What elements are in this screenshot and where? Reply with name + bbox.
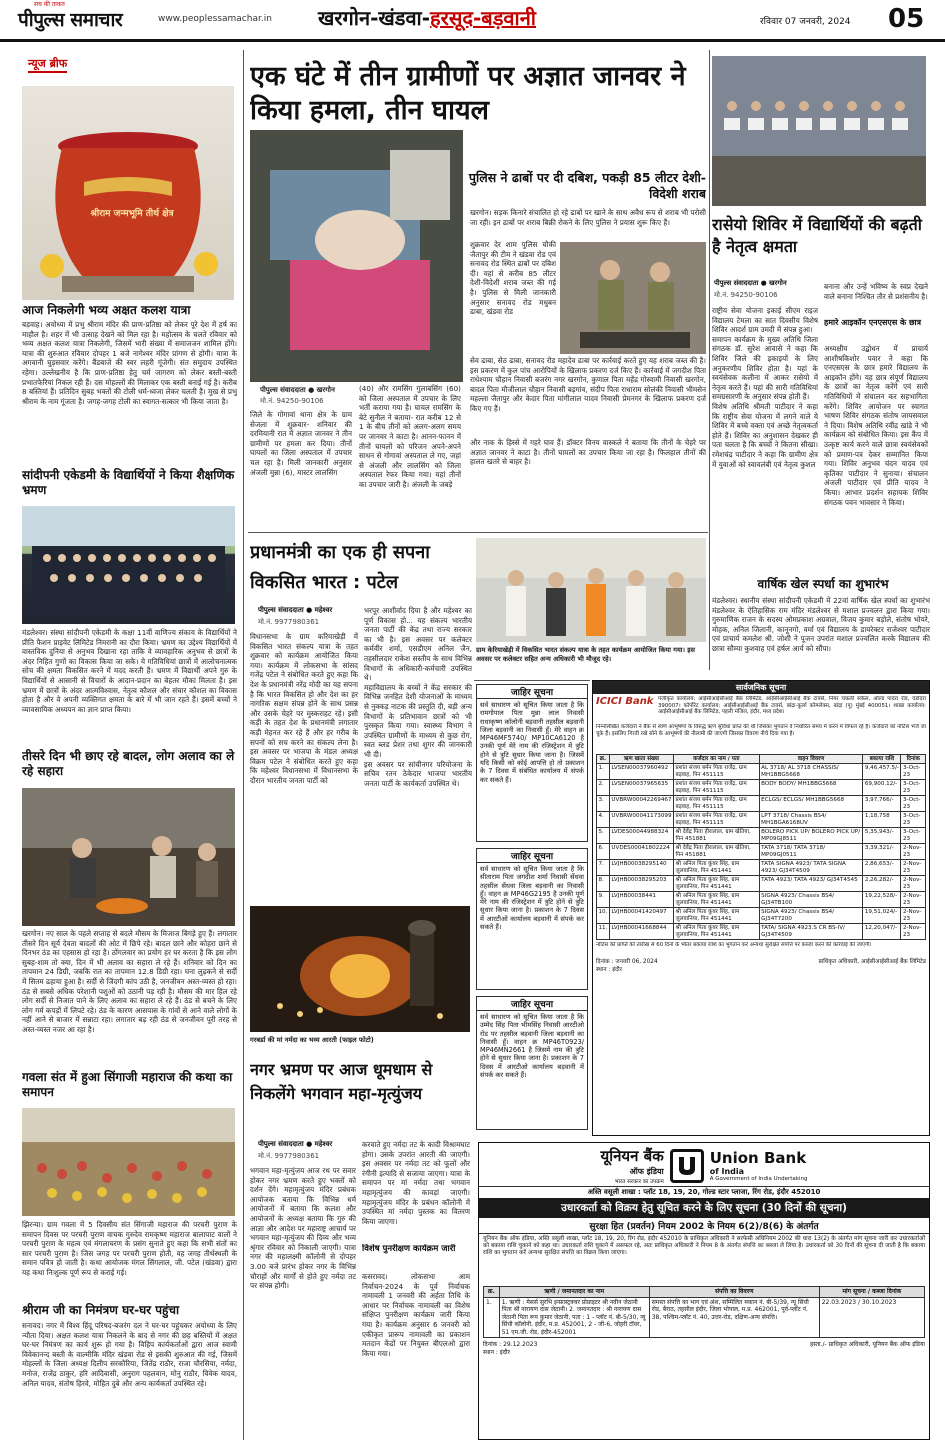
icici-col-header: बकाया राशि xyxy=(863,755,901,764)
jahir-title-1: जाहिर सूचना xyxy=(477,685,587,699)
website-link[interactable]: www.peoplessamachar.in xyxy=(158,14,272,24)
logo-tagline: सच की ताकत xyxy=(34,1,65,8)
table-cell: 19,51,024/- xyxy=(863,908,901,924)
jahir-notice-3 xyxy=(476,996,588,1130)
brief1-body: बड़वाह। अयोध्या में प्रभु श्रीराम मंदिर की प्राण-प्रतिष्ठा को लेकर पूरे देश में हर्ष का माहौल है। शहर में भी उत्साह देखने को मिल रहा है। महोत्सव के चलते रविवार को भव्य अक्षत कलश यात्रा निकलेगी, जिसमें भारी संख्या में समाजजन शामिल होंगे। यात्रा की शुरुआत रविवार दोपहर 1 बजे नागेश्वर मंदिर प्रांगण से होगी। यात्रा के अगवानी घुड़सवार करेंगे। बैंडबाजे की स्वर लहरी गूंजेगी। संत समुदाय उपस्थित रहेगा। उल्लेखनीय है कि प्राण-प्रतिष्ठा हेतु चर्म जागरण को लेकर बस्ती-बस्ती प्रभातफेरियां निकल रही हैं। दस मोहल्लों की मिलाकर एक बस्ती बनाई गई है। करीब 8 बस्तियां हैं। प्रतिदिन सुबह भक्तों की टोली धर्म-ध्वजा लेकर चलती है। मुख से प्रभु श्रीराम के नाम गूंजता है। जगह-जगह टोली का स्वागत-सत्कार भी किया जाता है। xyxy=(22,320,237,406)
table-cell: LVDES00044988324 xyxy=(609,828,673,844)
brief5-headline[interactable]: श्रीराम जी का निमंत्रण घर-घर पहुंचा xyxy=(22,1303,180,1317)
union-title: उधारकर्ता को विक्रय हेतु सूचित करने के लिए सूचना (30 दिनों की सूचना) xyxy=(479,1198,929,1218)
union-col-header: ऋणी / जमानतदार का नाम xyxy=(499,1287,649,1298)
union-col-header: संपत्ति का विवरण xyxy=(649,1287,819,1298)
table-cell: 5,35,943/- xyxy=(863,828,901,844)
dhaba-body-col2: सेव ढाबा, सेठ ढाबा, सनावद रोड महादेव ढाबा पर कार्रवाई करते हुए यह शराब जब्त की है। इस प्रकरण में कुल पांच आरोपियों के खिलाफ प्रकरण दर्ज किए हैं। कार्रवाई में जगदीश पिता राधेश्याम चौहान निवासी बजरंग नगर खरगोन, कुणाल पिता महेंद्र गोस्वामी निवासी खरगोन, बादल पिता मौजीलाल चौहान निवासी बड़गांव, संदीप पिता राधाराम सोलंकी निवासी भीमसेन महल्ला जैतापुर और केदार पिता मांगीलाल यादव निवासी प्रेमनगर के खिलाफ प्रकरण दर्ज किए गए हैं। xyxy=(470,356,706,413)
icici-logo xyxy=(596,696,658,707)
table-cell: 2-Nov-23 xyxy=(901,876,926,892)
table-row xyxy=(597,796,926,812)
table-cell: 1. ऋणी : मेसर्स सुरभि इन्फ्रास्ट्रक्चर प्रोप्राइटर श्री नवीन जेठानी पिता श्री नारायण दास जेठानी। 2. जमानतदार : श्री नारायण दास जेठानी पिता रूप कुमार जेठानी, पता : 1 - प्लॉट नं. बी-5/30, न्यू सिंधी कॉलोनी, इंदौर, म.प्र. 452001, 2 - जी-6, जोहरी टॉवर, 51 एम.जी. रोड, इंदौर-452001 xyxy=(499,1297,649,1338)
issue-date: रविवार 07 जनवरी, 2024 xyxy=(760,17,851,27)
table-cell: 2-Nov-23 xyxy=(901,844,926,860)
table-cell: 2-Nov-23 xyxy=(901,908,926,924)
table-cell: SIGNA 4923/ Chassis BS4/ GJ34T7200 xyxy=(759,908,863,924)
table-row xyxy=(597,892,926,908)
hrule-mid xyxy=(248,532,708,533)
table-cell: LVJHB00038441 xyxy=(609,892,673,908)
table-cell: AL 3718/ AL 3718 CHASSIS/ MH1BBG5668 xyxy=(759,764,863,780)
table-cell: प्रशांत संजय बर्मन पिता राजेंद्र, ग्राम बड़वाह, पिन 451115 xyxy=(674,812,760,828)
union-gov-en: A Government of India Undertaking xyxy=(709,1176,808,1182)
table-cell: 69,900.12/- xyxy=(863,780,901,796)
table-cell: 2. xyxy=(597,780,610,796)
union-branch: अस्ति वसूली शाखा : प्लॉट 18, 19, 20, गोल्ड स्टार प्लाजा, रिंग रोड, इंदौर 452010 xyxy=(587,1188,821,1196)
brief2-body: मंडलेश्वर। संस्था सांदीपनी एकेडमी के कक्षा 11वीं वाणिज्य संकाय के विद्यार्थियों ने प्रीति फैशन प्राइवेट लिमिटेड निमरानी का दौरा किया। भ्रमण का उद्देश्य विद्यार्थियों में वास्तविक दुनिया से अनुभव दिखाना रहा ताकि वे व्यावहारिक अनुभव से छात्रों के अंदर निहित गुणों का विकास किया जा सके। ये गतिविधियां छात्रों में आलोचनात्मक सोच की क्षमता विकसित करने में मदद करती हैं। भ्रमण में विद्यार्थी अपने गुरु के विद्यार्थियों से आसानी से विचारों के आदान-प्रदान का बेहतर मौका मिलता है। इस भ्रमण में छात्रों के अंदर आत्मविश्वास, नेतृत्व कौशल और संचार कौशल का विकास होता है और वे अपनी व्यक्तिगत क्षमता के बारे में भी जान रहते हैं। इसमें बच्चों ने व्यावसायिक अध्ययन का ज्ञान प्राप्त किया। xyxy=(22,628,237,714)
table-cell: 1. xyxy=(597,764,610,780)
table-cell: LVSEN00037965635 xyxy=(609,780,673,796)
table-cell: 2-Nov-23 xyxy=(901,860,926,876)
jahir-notice-2 xyxy=(476,848,588,990)
pm-headline[interactable]: प्रधानमंत्री का एक ही सपना विकसित भारत : पटेल xyxy=(250,542,430,593)
table-cell: श्री देवेंद्र पिता हीरालाल, ग्राम खेतिया, पिन 451881 xyxy=(674,844,760,860)
mahamrityunjay-byline: पीपुल्स संवाददाता ● महेश्वर xyxy=(258,1140,333,1148)
table-cell: LVJHB00041668844 xyxy=(609,924,673,940)
page-number: 05 xyxy=(888,4,925,34)
section-title-black: खरगोन-खंडवा- xyxy=(318,6,431,30)
table-row xyxy=(597,908,926,924)
icici-footer: नोटिस की प्राप्ति की तारीख से 60 दिनों के भीतर बकाया राशि का भुगतान करें अन्यथा सुरक्षित संपत्ति पर कब्जा करने की कार्रवाई की जाएगी। xyxy=(596,942,872,948)
table-row xyxy=(597,860,926,876)
bonfire-photo xyxy=(22,788,235,926)
union-place: स्थान : इंदौर xyxy=(483,1349,510,1356)
union-signatory: हस्ता./- प्राधिकृत अधिकारी, यूनियन बैंक ऑफ इंडिया xyxy=(810,1341,925,1348)
camp-headline[interactable]: रासेयो शिविर में विद्यार्थियों की बढ़ती है नेतृत्व क्षमता xyxy=(712,215,922,256)
union-bank-name-hi: यूनियन बैंक xyxy=(600,1147,664,1165)
union-col-header: क्र. xyxy=(484,1287,500,1298)
table-cell: समस्त संपत्ति का भाग एवं अंश, सम्मिलित मकान नं. बी-5/39, न्यू सिंधी रोड, बैराठ, तहसील इंदौर, जिला भोपाल, म.प्र. 462001, पूर्व-प्लॉट नं. 38, पश्चिम-प्लॉट नं. 40, उत्तर-रोड, दक्षिण-अन्य संपत्ति। xyxy=(649,1297,819,1338)
table-cell: 6. xyxy=(597,844,610,860)
brief3-headline[interactable]: तीसरे दिन भी छाए रहे बादल, लोग अलाव का ले रहे सहारा xyxy=(22,749,235,778)
table-cell: 1,18,758 xyxy=(863,812,901,828)
table-cell: 10. xyxy=(597,908,610,924)
brief5-body: सनावद। नगर में विश्व हिंदू परिषद-बजरंग दल ने घर-घर पहुंचकर अयोध्या के लिए न्यौता दिया। अक्षत कलश यात्रा निकलने के बाद से नगर की छह बस्तियों में अक्षत घर-घर निमंत्रण का कार्य शुरू हो गया है। विहिप कार्यकर्ताओं द्वारा आज स्वामी विवेकानन्द बस्ती के वाल्मीकि मंदिर खंडवा रोड से इसकी शुरुआत की गई, जिसमें मोहल्लों के जिला अध्यक्ष दिलीप सरकौरिया, जितेंद्र राठौर, राजा चौरसिया, नर्मदा, मनोज, राजेंद्र ठाकुर, हरि आदिवासी, अनुराग पहलवान, मोनु राठौर, विवेक यादव, अनिल यादव, संतोष हिरवे, मोहित दुबे और अन्य कार्यकर्ता उपस्थित रहे। xyxy=(22,1321,237,1388)
table-cell: 2-Nov-23 xyxy=(901,892,926,908)
pm-body-col1: विधानसभा के ग्राम करियाखेड़ी में विकसित भारत संकल्प यात्रा के तहत शुक्रवार को कार्यक्रम आयोजित किया गया। कार्यक्रम में लोकसभा के सांसद गजेंद्र पटेल ने संबोधित करते हुए कहा कि देश के प्रधानमंत्री नरेंद्र मोदी का यह सपना है कि भारत विकसित हो और देश का हर नागरिक सक्षम संपन्न होने के साथ प्रसन्न और उसके चेहरे पर मुस्कराहट रहे। इसी कड़ी के तहत देश के प्रधानमंत्री लगातार कड़ी मेहनत कर रहे हैं और हर गरीब के सपनों को सच करने का संकल्प लेना है। इस अवसर पर भाजपा के मंडल अध्यक्ष विक्रम पटेल ने संबोधित करते हुए कहा कि महेश्वर विधानसभा में विधानसभा के दौरान भारतीय जनता पार्टी को xyxy=(250,632,358,785)
jahir-title-2: जाहिर सूचना xyxy=(477,849,587,863)
table-cell: LVSEN00037960492 xyxy=(609,764,673,780)
table-cell: 12,20,047/- xyxy=(863,924,901,940)
table-cell: प्रशांत संजय बर्मन पिता राजेंद्र, ग्राम बड़वाह, पिन 451115 xyxy=(674,796,760,812)
table-cell: BODY BODY/ MH1BBG5668 xyxy=(759,780,863,796)
mahamrityunjay-body-col2: करवाते हुए नर्मदा तट के कादी विश्रामघाट होगा। उसके उपरांत आरती की जाएगी। इस अवसर पर नर्मदा तट को फूलों और रंगीनी इत्यादि से सजाया जाएगा। यात्रा के समापन पर मां नर्मदा तथा भगवान महामृत्युंजय की कावड़ां जाएगी। महामृत्युंजय मंदिर के प्रबंधन कॉलोनी में उपस्थित मां नर्मदा पुस्तक का वितरण किया जाएगा। xyxy=(362,1140,470,1226)
camp-mobile: मो.नं. 94250-90106 xyxy=(714,291,778,299)
table-cell: TATA 4923/ TATA 4923/ GJ34T4545 xyxy=(759,876,863,892)
table-cell: 3-Oct-23 xyxy=(901,764,926,780)
table-cell: प्रशांत संजय बर्मन पिता राजेंद्र, ग्राम बड़वाह, पिन 451115 xyxy=(674,780,760,796)
table-cell: श्री अनिल पिता कुंवर सिंह, ग्राम जुलवानिया, पिन 451441 xyxy=(674,860,760,876)
pm-event-photo xyxy=(476,538,706,642)
camp-body-col2a: बनाना और उन्हें भविष्य के स्वप्न देखने वाले बनाना निश्चित तौर से प्रशंसनीय है। xyxy=(824,282,928,301)
liquor-seizure-photo xyxy=(560,242,706,354)
hospital-illustration xyxy=(250,130,463,382)
table-cell: 3. xyxy=(597,796,610,812)
lead-byline: पीपुल्स संवाददाता ● खरगोन xyxy=(260,386,335,394)
dhaba-body-col1: शुक्रवार देर शाम पुलिस चौकी जैतापुर की टीम ने खंडवा रोड एवं सनावद रोड स्थित ढाबों पर दबिश दी। यहां से करीब 85 लीटर देशी-विदेशी शराब जब्त की गई है। पुलिस से मिली जानकारी अनुसार सनावद रोड मधुबन ढाबा, खंडवा रोड xyxy=(470,240,556,317)
section-title xyxy=(318,4,638,34)
icici-table xyxy=(596,754,926,940)
union-col-header: मांग सूचना / कब्जा दिनांक xyxy=(819,1287,924,1298)
police-illustration xyxy=(560,242,706,354)
lead-mobile: मो.नं. 94250-90106 xyxy=(260,397,324,405)
table-cell: TATA 3718/ TATA 3718/ MP09GJ0511 xyxy=(759,844,863,860)
table-cell: श्री अनिल पिता कुंवर सिंह, ग्राम जुलवानिया, पिन 451441 xyxy=(674,924,760,940)
camp-photo xyxy=(712,56,926,206)
union-bank-name-en: Union Bank xyxy=(709,1149,807,1167)
table-cell: LVJHB00038295140 xyxy=(609,860,673,876)
lead-body-col2: (40) और रामसिंग गुलाबसिंग (60) को जिला अस्पताल में उपचार के लिए भर्ती कराया गया है। घायल रामसिंग के बेटे सुनील ने बताया- रात करीब 12 से 1 के बीच तीनों को अलग-अलग समय पर जानवर ने काटा है। आनन-फानन में तीनों घायलों को परिजन अपने-अपने साधन से गोगावां अस्पताल ले गए, जहां से अंजली और लालसिंग को जिला अस्पताल रेफर किया गया। यहां तीनों का उपचार जारी है। अंजली के जबड़े xyxy=(359,384,461,489)
table-cell: श्री अनिल पिता कुंवर सिंह, ग्राम जुलवानिया, पिन 451441 xyxy=(674,908,760,924)
lead-headline[interactable]: एक घंटे में तीन ग्रामीणों पर अज्ञात जानवर ने किया हमला, तीन घायल xyxy=(250,61,686,126)
union-bank-name-hi2: ऑफ इंडिया xyxy=(629,1167,664,1176)
table-row xyxy=(597,764,926,780)
lead-body-col1: जिले के गोगावां थाना क्षेत्र के ग्राम सेजला में शुक्रवार- शनिवार की दरमियानी रात में अज्ञात जानवर ने तीन ग्रामीणों पर हमला कर दिया। तीनों घायलों का जिला अस्पताल में उपचार चल रहा है। मिली जानकारी अनुसार अंजली मुन्ना (6), मास्टर लालसिंग xyxy=(250,410,352,477)
icici-place: स्थान : इंदौर xyxy=(596,967,622,973)
table-cell: 2-Nov-23 xyxy=(901,924,926,940)
table-cell: श्री अनिल पिता कुंवर सिंह, ग्राम जुलवानिया, पिन 451441 xyxy=(674,876,760,892)
pm-byline: पीपुल्स संवाददाता ● महेश्वर xyxy=(258,606,333,614)
news-brief-label: न्यूज ब्रीफ xyxy=(28,56,228,72)
table-cell: 9. xyxy=(597,892,610,908)
union-bank-logo-icon xyxy=(670,1149,704,1183)
brief3-body: खरगोन। नए साल के पहले सप्ताह से बदले मौसम के मिजाज बिगड़े हुए हैं। लगातार तीसरे दिन सूर्य देवता बादलों की ओट में छिपे रहे। बादल छाने और कोहरा छाने से दिनभर ठंड का एहसास हो रहा है। ठोंगलवार का प्रयोग हर घर करता है कि इस लोग सुबह-शाम तो क्या, दिन में भी अलाव का सहारा ले रहे हैं। शनिवार को दिन का तापमान 24 डिग्री, जबकि रात का तापमान 12.8 डिग्री रहा। घना लुढ़कने से सर्दी में सितम ढहाया हुआ है। सर्दी से जिंदगी कांप उठी है, जनजीवन अस्त-व्यस्त हो रहा। ठंड से सबसे अधिक परेशानी पशुओं को उठानी पड़ रही है। मौसम की मार हिल रहे लोग सर्दी से निजात पाने के लिए अलाव का सहारा ले रहे हैं। ठंड से बचने के लिए लोग गर्म कपड़ों में लिपटे रहे। ठंड के कारण आसपास के गांवों से आने वाले लोगों के नहीं आने से बाजार में सन्नाटा रहा। लगातार बढ़ रही ठंड से जनजीवन पूरी तरह से अस्त-व्यस्त नजर आ रहा है। xyxy=(22,929,237,1034)
icici-col-header: वाहन विवरण xyxy=(759,755,863,764)
union-body: यूनियन बैंक ऑफ इंडिया, अस्ति वसूली शाखा, प्लॉट 18, 19, 20, रिंग रोड, इंदौर 452010 के प्राधिकृत अधिकारी ने सरफेसी अधिनियम 2002 की धारा 13(2) के अंतर्गत मांग सूचना जारी कर उधारकर्ताओं को बकाया राशि चुकाने को कहा था। उधारकर्ता राशि चुकाने में असफल रहे, अतः प्राधिकृत अधिकारी ने नियम 8 के अंतर्गत संपत्ति का कब्जा ले लिया है। उधारकर्ता को 30 दिनों की सूचना दी जाती है कि बकाया राशि का भुगतान करें अन्यथा सुरक्षित संपत्ति का विक्रय किया जाएगा। xyxy=(483,1236,925,1257)
camp-body-col2b: अध्यक्षीय उद्बोधन में प्राचार्य आशीषकिशोर पवार ने कहा कि एनएसएस के छात्र हमारे विद्यालय के आइकॉन होंगे। यह छात्र संपूर्ण विद्यालय के छात्रों का नेतृत्व करेंगे एवं सारी गतिविधियों में संचालन कर सहभागिता करेंगे। शिविर आयोजन पर स्वागत भाषण शिविर संगठक संतोष जायसवाल ने दिया। विशेष अतिथि रवींद्र खांडे ने भी कार्यक्रम को संबोधित किया। इस कैंप में उत्कृष्ट कार्य करने वाले छात्रा स्वयंसेवकों को प्रमाण-पत्र देकर सम्मानित किया गया। शिविर अनुभव चंदन यादव एवं कृतिका पाटीदार ने सुनाया। संचालन अंजली पाटीदार एवं प्रीति यादव ने किया। आभार प्रदर्शन सहायक शिविर संगठक पवन भावसार ने किया। xyxy=(824,344,928,507)
table-cell: 22.03.2023 / 30.10.2023 xyxy=(819,1297,924,1338)
pm-photo-caption: ग्राम केरियाखेड़ी में विकसित भारत संकल्प यात्रा के तहत कार्यक्रम आयोजित किया गया। इस अवसर पर कलेक्टर सहित अन्य अधिकारी भी मौजूद रहे। xyxy=(476,646,695,663)
union-date: दिनांक : 29.12.2023 xyxy=(483,1341,538,1348)
masthead xyxy=(0,0,945,42)
table-cell: 11. xyxy=(597,924,610,940)
table-cell: 9,46,457.5/- xyxy=(863,764,901,780)
icici-bank-name: ICICI Bank xyxy=(596,696,654,707)
pm-body-col2: भरपूर आशीर्वाद दिया है और महेश्वर का पूर्ण विकास हो... यह संकल्प भारतीय जनता पार्टी की केंद्र तथा राज्य सरकार का भी है। इस अवसर पर कलेक्टर कर्मवीर शर्मा, एसडीएम अनिल जैन, तहसीलदार राकेश सस्तीय के साथ विभिन्न विभागों के अधिकारी-कर्मचारी उपस्थित थे। महाविद्यालय के बच्चों ने केंद्र सरकार की विभिन्न जनहित देशी योजनाओं के माध्यम से नुक्कड़ नाटक की प्रस्तुति दी, बड़ी अन्य विभागों के प्रतिभावान छात्रों को भी पुरस्कृत किया गया। स्वास्थ्य विभाग ने उपस्थित ग्रामीणों के माध्यम से कुछ रोग, स्वत ब्लड प्रेशर तथा शुगर की जानकारी भी दी। इस अवसर पर सांचीनगर परियोजना के सचिव रतन ठेकेदार भाजपा भारतीय जनता पार्टी के कार्यकर्ता उपस्थित थे। xyxy=(364,606,472,788)
union-subtitle: सुरक्षा हित (प्रवर्तन) नियम 2002 के नियम 6(2)/8(6) के अंतर्गत xyxy=(479,1218,929,1234)
dhaba-body-intro: खरगोन। सड़क किनारे संचालित हो रहे ढाबों पर खाने के साथ अवैध रूप से शराब भी परोसी जा रही। इन ढाबों पर शराब बिक्री रोकने के लिए पुलिस ने प्रयास शुरू किए हैं। xyxy=(470,208,706,227)
table-cell: 3,97,766/- xyxy=(863,796,901,812)
pm-mobile: मो.नं. 9977980361 xyxy=(258,618,320,626)
table-cell: 7. xyxy=(597,860,610,876)
brief4-headline[interactable]: गवला संत में हुआ सिंगाजी महाराज की कथा का समापन xyxy=(22,1070,233,1099)
revision-subhead: विशेष पुनरीक्षण कार्यक्रम जारी xyxy=(362,1244,456,1254)
table-cell: श्री अनिल पिता कुंवर सिंह, ग्राम जुलवानिया, पिन 451441 xyxy=(674,892,760,908)
hrule-jahir xyxy=(474,680,590,681)
dhaba-headline[interactable]: पुलिस ने ढाबों पर दी दबिश, पकड़ी 85 लीटर देशी-विदेशी शराब xyxy=(468,170,706,201)
gathering-illustration xyxy=(22,1108,235,1216)
table-cell: LVJHB00041420497 xyxy=(609,908,673,924)
mahamrityunjay-body-col1: भगवान महा-मृत्युंजय आज रथ पर सवार होकर नगर भ्रमण करते हुए भक्तों को दर्शन देंगे। महामृत्युंजय मंदिर प्रबंधक आयोजक बताया कि विभिन्न धर्म आयोजनों में बताया कि कलश और आयोजनों के अध्यक्ष बताया कि गुरु की आज्ञा और आदेश पर महाराष्ट्र आचार्य पर भगवान महा-मृत्युंजय की दिव्य और भव्य श्रृंगार रविवार को निकाली जाएगी। यात्रा नगर की महालक्ष्मी कॉलोनी से दोपहर 3.00 बजे प्रारंभ होकर नगर के विभिन्न चौराहों और मार्गों से होते हुए नर्मदा तट पर संपन्न होगी। xyxy=(250,1166,356,1291)
icici-col-header: क्र. xyxy=(597,755,610,764)
aarti-illustration xyxy=(250,906,470,1032)
union-bank-notice xyxy=(478,1142,930,1440)
union-gov-hi: भारत सरकार का उपक्रम xyxy=(614,1179,664,1185)
brief2-headline[interactable]: सांदीपनी एकेडमी के विद्यार्थियों ने किया शैक्षणिक भ्रमण xyxy=(22,468,235,497)
icici-col-header: दिनांक xyxy=(901,755,926,764)
jahir-body-3: सर्व साधारण को सूचित किया जाता है कि उम्मेद सिंह पिता भीमसिंह निवासी आरटीओ रोड पर तहसील बड़वानी जिला बड़वानी का निवासी हूँ। वाहन क्र MP46T0923/ MP46MN2661 है जिसमें नाम की त्रुटि होने से सुधार किया जाना है। प्रकाशन के 7 दिवस में आरटीओ कार्यालय बड़वानी में संपर्क कर सकते हैं। xyxy=(480,1013,584,1080)
icici-col-header: कर्जदार का नाम / पता xyxy=(674,755,760,764)
union-bank-name-en2: of India xyxy=(709,1167,745,1176)
table-cell: 3-Oct-23 xyxy=(901,812,926,828)
table-cell: SIGNA 4923/ Chassis BS4/ GJ34TB100 xyxy=(759,892,863,908)
brief4-body: झिरन्या। ग्राम गवला में 5 दिवसीय संत सिंगाजी महाराज की परचरी पुराण के समापन दिवस पर परचरी पुराण वाचक गुरुदेव रामकृष्ण महाराज बालापाट वालों ने परचरी पुराण के महत्व एवं मंगलाचरण के प्रसंग सुनाते हुए कहा कि सभी संतों का सार परचरी पुराण है। जिस जगह पर परचरी पुराण होती, वह जगह तीर्थस्थली के समान पवित्र हो जाती है। कथा आयोजक मंगल सिंगलाल, जी. पटेल (खंडवा) द्वारा यह कथा निःशुल्क पूर्ण रूप से कराई गई। xyxy=(22,1220,237,1277)
kalash-photo xyxy=(22,86,234,300)
table-cell: श्री देवेंद्र पिता हीरालाल, ग्राम खेतिया, पिन 451881 xyxy=(674,828,760,844)
table-cell: UVDES00041802224 xyxy=(609,844,673,860)
table-cell: TATA/ SIGNA 4923.S CR BS-IV/ GJ34T4509 xyxy=(759,924,863,940)
union-table xyxy=(483,1286,925,1338)
group-photo-illustration xyxy=(22,506,235,624)
mahamrityunjay-headline[interactable]: नगर भ्रमण पर आज धूमधाम से निकलेंगे भगवान महा-मृत्युंजय xyxy=(250,1060,433,1103)
lead-body-col3: और नाक के हिस्से में गहरे घाव हैं। डॉक्टर विनय वास्कले ने बताया कि तीनों के चेहरे पर अज्ञात जानवर ने काटा है। तीनों घायलों का उपचार किया जा रहा है। फिलहाल तीनों की हालत खतरे से बाहर है। xyxy=(470,438,706,467)
table-row xyxy=(597,924,926,940)
students-photo xyxy=(22,506,235,624)
column-divider-left xyxy=(243,50,244,1440)
union-logo-mark xyxy=(676,1155,698,1177)
table-cell: 2,86,653/- xyxy=(863,860,901,876)
camp-subhead: हमारे आइकॉन एनएसएस के छात्र xyxy=(824,318,922,327)
table-cell: 4. xyxy=(597,812,610,828)
table-cell: 5. xyxy=(597,828,610,844)
katha-photo xyxy=(22,1108,235,1216)
jahir-notice-1 xyxy=(476,684,588,842)
kalash-illustration xyxy=(22,86,234,300)
injured-photo xyxy=(250,130,463,382)
table-row xyxy=(597,828,926,844)
section-title-red: हरसूद-बड़वानी xyxy=(430,6,536,30)
brief1-headline[interactable]: आज निकलेगी भव्य अक्षत कलश यात्रा xyxy=(22,303,191,317)
table-row xyxy=(597,876,926,892)
revision-body: कसरावद। लोकसभा आम निर्वाचन-2024 के पूर्व निर्वाचक नामावली 1 जनवरी की अर्हता तिथि के आधार पर निर्वाचक नामावली का विशेष संक्षिप्त पुनरीक्षण कार्यक्रम जारी किया गया है। कार्यक्रम अनुसार 6 जनवरी को एकीकृत प्रारूप नामावली का प्रकाशन मतदान केंद्रों पर नियुक्त बीएलओ द्वारा किया गया। xyxy=(362,1272,470,1358)
jahir-body-1: सर्व साधारण को सूचित किया जाता है कि रामगोपाल पिता मुन्ना लाल निवासी राधाकृष्ण कॉलोनी बड़वानी तहसील बड़वानी जिला बड़वानी का निवासी हूँ। मेरे वाहन क्र MP46MF5740/ MP10CA6120 है उनकी पूर्ण मेरे नाम की रजिस्ट्रेशन में त्रुटि होने से त्रुटि सुधार किया जाना है। जिसमें यदि किसी को कोई आपत्ति हो तो प्रकाशन के 7 दिवस में संबंधित कार्यालय में संपर्क कर सकते हैं। xyxy=(480,701,584,784)
sports-body: मंडलेश्वर। स्थानीय संस्था सांदीपनी एकेडमी में 22वां वार्षिक खेल स्पर्धा का शुभारंभ मंडलेश्वर के ऐतिहासिक राम मंदिर मंडलेश्वर से मशाल प्रज्वलन द्वारा किया गया। गुरुमाणिक राजन के सदस्य ओमप्रकाश अग्रवाल, विजय कुमार बड़ोले, संतोष भोयरे, मोहक, अनिल जिलानी, कानूनगो, वर्मा एवं विद्यालय के डायरेक्टर राजेश्वर पाटीदार एवं प्राचार्य कमलेश श्री. जोशी ने पूजन उपरांत मशाल प्रज्वलित करके विद्यालय की छात्रा सौम्या कुशवाह एवं हर्षल आर्य को सौंपा। xyxy=(712,596,930,653)
mahamrityunjay-mobile: मो.नं. 9977980361 xyxy=(258,1152,320,1160)
icici-header-text: पंजीकृत कार्यालय: आईसीआईसीआई बैंक लिमिटेड, आईसीआईसीआई बैंक टावर्स, नियर चकली सर्कल, ओल्ड पादरा रोड, वडोदरा 390007। कॉर्पोरेट कार्यालय: आईसीआईसीआई बैंक टावर्स, बांद्रा-कुर्ला कॉम्प्लेक्स, बांद्रा (पू) मुंबई 400051। शाखा कार्यालय: आईसीआईसीआई बैंक लिमिटेड, पहली मंजिल, इंदौर, मध्य प्रदेश। xyxy=(658,696,926,716)
column-divider-right xyxy=(709,50,710,670)
icici-date: दिनांक : जनवरी 06, 2024 xyxy=(596,959,658,965)
narmada-aarti-photo xyxy=(250,906,470,1032)
jahir-body-2: सर्व साधारण को सूचित किया जाता है कि सीताराम पिता जगदीश शर्मा निवासी सेंधवा तहसील सेंधवा जिला बड़वानी का निवासी हूँ। वाहन क्र MP46G2195 है उनकी पूर्ण मेरे नाम की रजिस्ट्रेशन में त्रुटि होने से त्रुटि सुधार किया जाना है। प्रकाशन के 7 दिवस में आरटीओ कार्यालय बड़वानी में संपर्क कर सकते हैं। xyxy=(480,865,584,932)
table-row xyxy=(597,780,926,796)
table-cell: 3-Oct-23 xyxy=(901,796,926,812)
sports-headline[interactable]: वार्षिक खेल स्पर्धा का शुभारंभ xyxy=(757,577,889,591)
bonfire-illustration xyxy=(22,788,235,926)
table-cell: 3-Oct-23 xyxy=(901,780,926,796)
camp-group-illustration xyxy=(712,56,926,206)
table-cell: ECLGS/ ECLGS/ MH1BBG5668 xyxy=(759,796,863,812)
table-cell: UVBRW00041173099 xyxy=(609,812,673,828)
narmada-photo-caption: गरबर्डा की मां नर्मदा का भव्य आरती (फाइल फोटो) xyxy=(250,1036,374,1044)
table-cell: प्रशांत संजय बर्मन पिता राजेंद्र, ग्राम बड़वाह, पिन 451115 xyxy=(674,764,760,780)
icici-notice xyxy=(592,680,930,1136)
table-cell: BOLERO PICK UP/ BOLERO PICK UP/ MP09GJ8511 xyxy=(759,828,863,844)
table-cell: 8. xyxy=(597,876,610,892)
camp-byline: पीपुल्स संवाददाता ● खरगोन xyxy=(714,279,787,287)
table-cell: LVJHB00038295203 xyxy=(609,876,673,892)
table-row xyxy=(484,1297,925,1338)
table-cell: 1. xyxy=(484,1297,500,1338)
icici-col-header: ऋण खाता संख्या xyxy=(609,755,673,764)
table-cell: 3-Oct-23 xyxy=(901,828,926,844)
table-cell: UVBRW00042269467 xyxy=(609,796,673,812)
table-cell: 19,22,528/- xyxy=(863,892,901,908)
newspaper-logo[interactable]: पीपुल्स समाचार xyxy=(18,9,123,31)
icici-body: निम्नलिखित कर्जदारों ने बैंक से स्वर्ण आभूषणों के विरुद्ध ऋण सुविधा प्राप्त की थी जिसका भुगतान वे निर्धारित समय में करने में विफल रहे हैं। कर्जदारों को नोटिस भेजे जा चुके हैं। इसलिए गिरवी रखे सोने के आभूषणों की नीलामी की जाएगी जिसका विवरण नीचे दिया गया है। xyxy=(596,724,926,737)
table-cell: 2,26,282/- xyxy=(863,876,901,892)
table-cell: LPT 3718/ Chassis BS4/ MH1BGA6168UV xyxy=(759,812,863,828)
table-row xyxy=(597,844,926,860)
table-row xyxy=(597,812,926,828)
jahir-title-3: जाहिर सूचना xyxy=(477,997,587,1011)
table-cell: 3,39,321/- xyxy=(863,844,901,860)
urn-text: श्रीराम जन्मभूमि तीर्थ क्षेत्र xyxy=(90,209,174,219)
stage-illustration xyxy=(476,538,706,642)
icici-section-label: सार्वजनिक सूचना xyxy=(593,681,929,694)
table-cell: TATA SIGNA 4923/ TATA SIGNA 4923/ GJ34T4509 xyxy=(759,860,863,876)
icici-signatory: प्राधिकृत अधिकारी, आईसीआईसीआई बैंक लिमिटेड xyxy=(818,959,926,965)
camp-body-col1: राष्ट्रीय सेवा योजना इकाई सीएम राइज विद्यालय टेमला का सात दिवसीय विशेष शिविर आदर्श ग्राम उमदी में संपन्न हुआ। समापन कार्यक्रम के मुख्य अतिथि जिला संगठक डॉ. सुरेश आवासे ने कहा कि शिविर जिले की इकाइयों के लिए अनुकरणीय शिविर होता है। यहां के स्वयंसेवक कलीना में आकर रासेयो में नेतृत्व करते हैं। यहां की सारी गतिविधियां समग्रसारणी के अनुसार संपन्न होती हैं। विशेष अतिथि श्रीमती पाटीदार ने कहा कि राष्ट्रीय सेवा योजना में लगने वाले ये शिविर में बच्चे वक्ता एवं अच्छे नेतृत्वकर्ता होते हैं। शिविर का अनुशासन देखकर ही पता चलता है कि बच्चों ने कितना सीखा। रमेशचंद्र पाटीदार ने कहा कि ग्रामीण क्षेत्र में युवाओं को स्वावलंबी एवं नेतृत्व कुशल xyxy=(712,306,818,469)
